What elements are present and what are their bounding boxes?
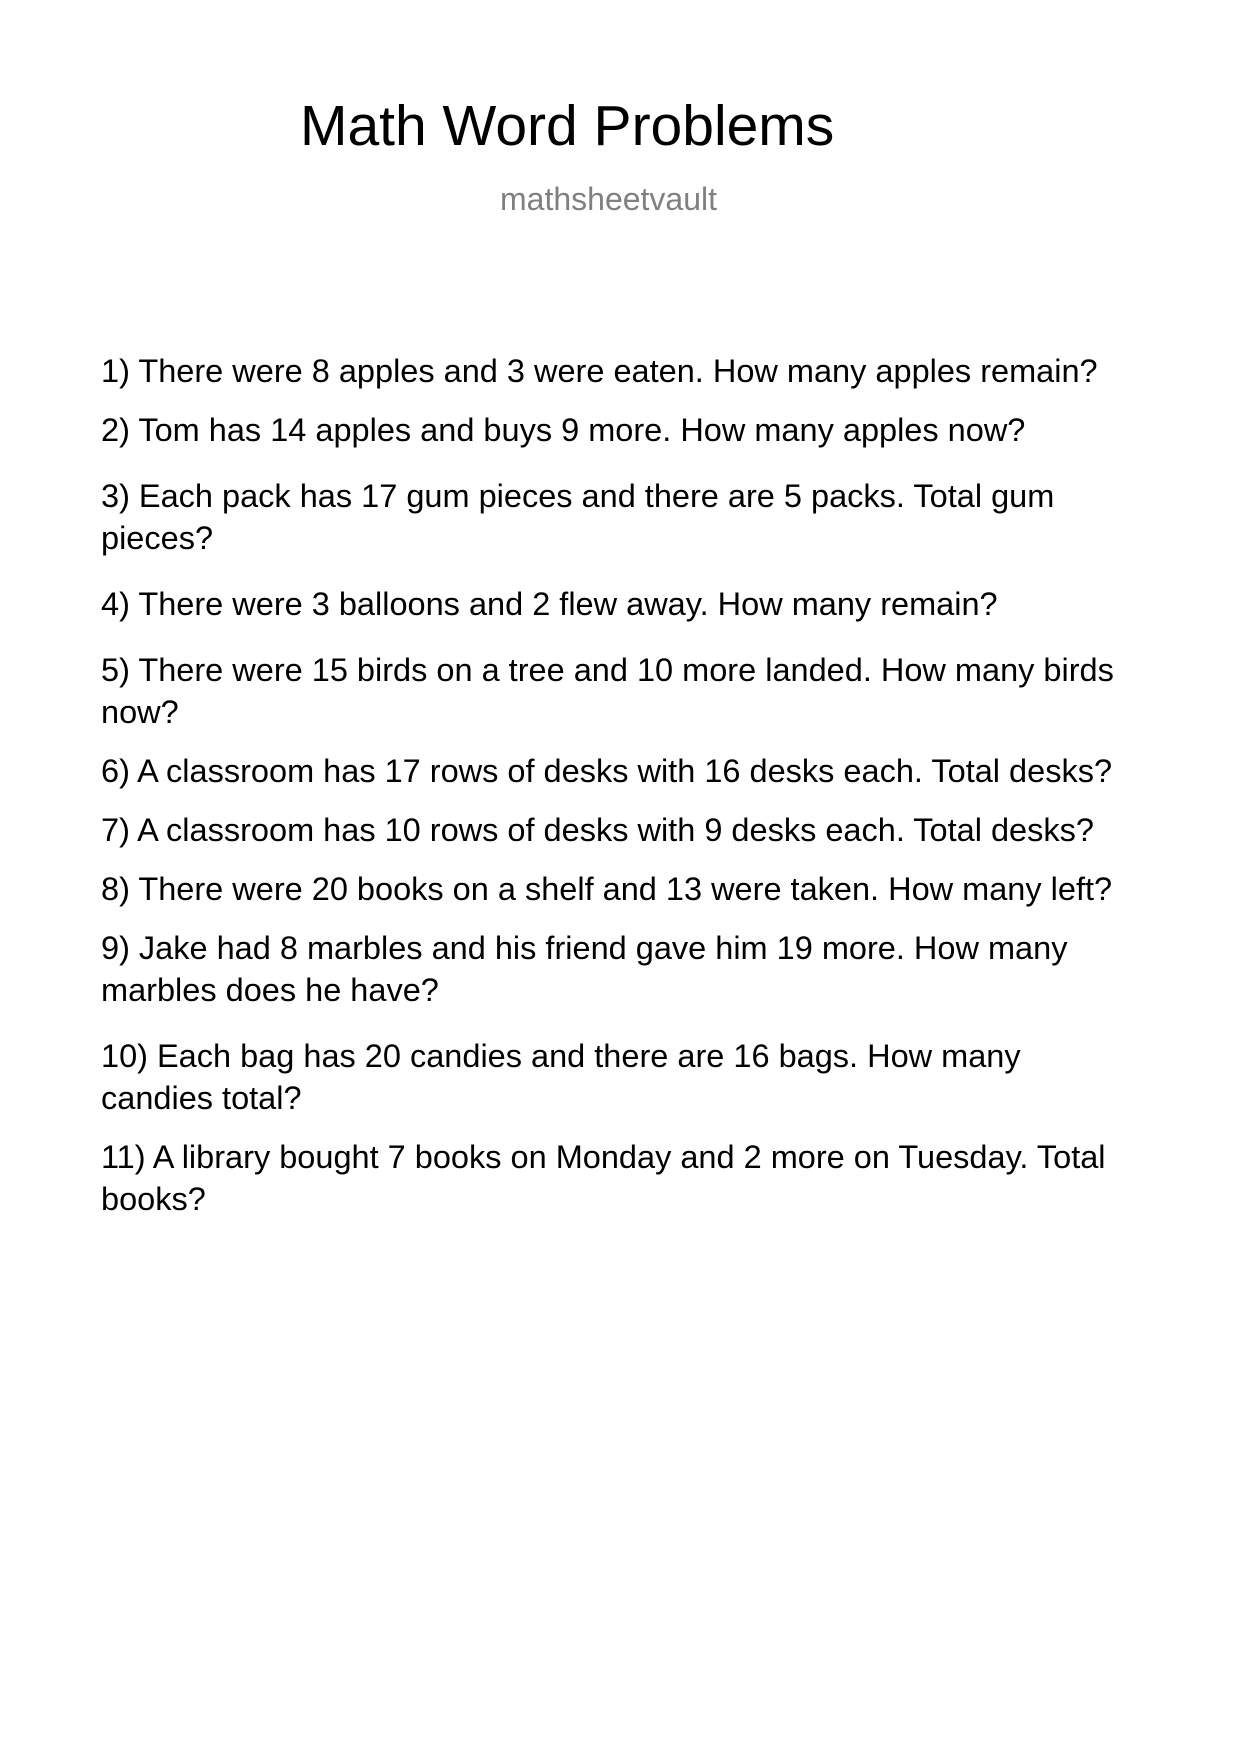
problem-item-7: 7) A classroom has 10 rows of desks with 9 desks each. Total desks? bbox=[101, 812, 1094, 848]
problem-item-10: 10) Each bag has 20 candies and there are 16 bags. How many candies total? bbox=[101, 1038, 1021, 1116]
page-subtitle: mathsheetvault bbox=[500, 181, 718, 217]
problem-item-3: 3) Each pack has 17 gum pieces and there are 5 packs. Total gum pieces? bbox=[101, 478, 1055, 556]
problem-item-9: 9) Jake had 8 marbles and his friend gave him 19 more. How many marbles does he have? bbox=[101, 930, 1068, 1008]
problem-item-1: 1) There were 8 apples and 3 were eaten. How many apples remain? bbox=[101, 353, 1098, 389]
problem-item-4: 4) There were 3 balloons and 2 flew away. How many remain? bbox=[101, 586, 998, 622]
problem-item-6: 6) A classroom has 17 rows of desks with 16 desks each. Total desks? bbox=[101, 753, 1113, 789]
page-title: Math Word Problems bbox=[300, 94, 835, 158]
problem-item-11: 11) A library bought 7 books on Monday and 2 more on Tuesday. Total books? bbox=[101, 1139, 1106, 1217]
problem-item-5: 5) There were 15 birds on a tree and 10 more landed. How many birds now? bbox=[101, 652, 1114, 730]
problem-list bbox=[101, 350, 1141, 1220]
problem-item-2: 2) Tom has 14 apples and buys 9 more. How many apples now? bbox=[101, 412, 1026, 448]
problem-item-8: 8) There were 20 books on a shelf and 13 were taken. How many left? bbox=[101, 871, 1113, 907]
